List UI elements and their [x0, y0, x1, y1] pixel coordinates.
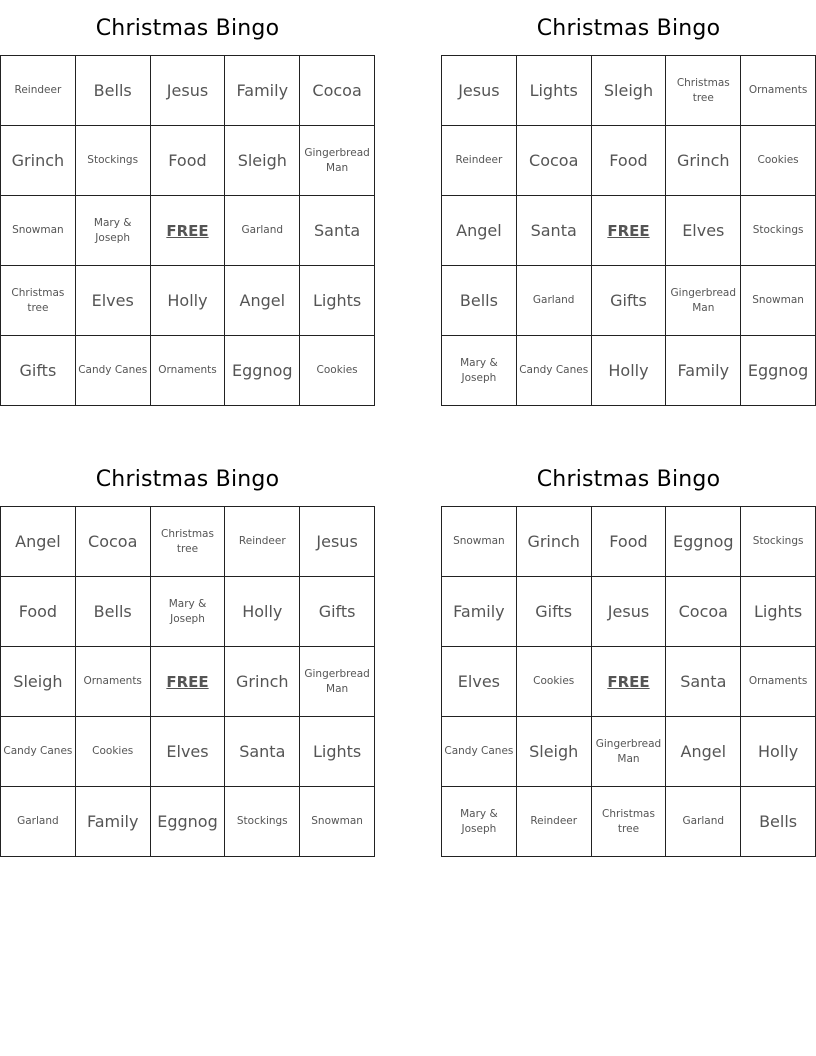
bingo-cell: Food — [591, 126, 666, 196]
bingo-cell: Mary & Joseph — [150, 577, 225, 647]
bingo-cell: Christmas tree — [150, 507, 225, 577]
bingo-grid — [0, 55, 375, 406]
bingo-cell: Stockings — [75, 126, 150, 196]
bingo-cell: Mary & Joseph — [442, 787, 517, 857]
bingo-grid — [441, 55, 816, 406]
bingo-cell: Garland — [516, 266, 591, 336]
card-title: Christmas Bingo — [95, 16, 280, 41]
bingo-cell: Cookies — [300, 336, 375, 406]
bingo-row — [1, 507, 375, 577]
bingo-cell: Snowman — [1, 196, 76, 266]
bingo-row — [1, 577, 375, 647]
bingo-cell: Santa — [666, 647, 741, 717]
bingo-cell: Candy Canes — [442, 717, 517, 787]
free-space-cell: FREE — [591, 647, 666, 717]
bingo-row — [442, 336, 816, 406]
bingo-cell: Sleigh — [516, 717, 591, 787]
bingo-cell: Gingerbread Man — [666, 266, 741, 336]
bingo-cell: Jesus — [591, 577, 666, 647]
bingo-cell: Cookies — [741, 126, 816, 196]
free-space-cell: FREE — [150, 647, 225, 717]
bingo-cell: Food — [1, 577, 76, 647]
bingo-cell: Santa — [300, 196, 375, 266]
bingo-cell: Lights — [300, 717, 375, 787]
bingo-cell: Gingerbread Man — [300, 647, 375, 717]
bingo-cell: Sleigh — [225, 126, 300, 196]
bingo-cell: Elves — [150, 717, 225, 787]
bingo-cell: Gingerbread Man — [300, 126, 375, 196]
bingo-cell: Sleigh — [1, 647, 76, 717]
bingo-row — [1, 266, 375, 336]
free-space-cell: FREE — [591, 196, 666, 266]
bingo-cell: Eggnog — [666, 507, 741, 577]
bingo-cell: Christmas tree — [1, 266, 76, 336]
bingo-cell: Mary & Joseph — [75, 196, 150, 266]
bingo-cell: Jesus — [442, 56, 517, 126]
bingo-cell: Eggnog — [225, 336, 300, 406]
bingo-row — [442, 126, 816, 196]
bingo-cell: Stockings — [225, 787, 300, 857]
bingo-cell: Sleigh — [591, 56, 666, 126]
bingo-cell: Holly — [150, 266, 225, 336]
bingo-row — [442, 266, 816, 336]
bingo-cell: Garland — [666, 787, 741, 857]
bingo-cell: Santa — [225, 717, 300, 787]
bingo-grid — [441, 506, 816, 857]
bingo-cell: Stockings — [741, 507, 816, 577]
bingo-cell: Family — [75, 787, 150, 857]
bingo-cell: Gifts — [591, 266, 666, 336]
bingo-cell: Gifts — [516, 577, 591, 647]
bingo-cell: Food — [591, 507, 666, 577]
bingo-cell: Cocoa — [300, 56, 375, 126]
bingo-card-1 — [0, 0, 375, 406]
bingo-cell: Snowman — [741, 266, 816, 336]
bingo-cell: Gifts — [300, 577, 375, 647]
bingo-cell: Garland — [1, 787, 76, 857]
bingo-cell: Cocoa — [75, 507, 150, 577]
bingo-cell: Snowman — [300, 787, 375, 857]
bingo-cell: Angel — [225, 266, 300, 336]
bingo-cell: Bells — [75, 577, 150, 647]
bingo-cell: Elves — [666, 196, 741, 266]
bingo-cell: Reindeer — [1, 56, 76, 126]
bingo-cell: Cocoa — [516, 126, 591, 196]
bingo-card-2 — [441, 0, 816, 406]
bingo-cell: Ornaments — [741, 56, 816, 126]
bingo-cell: Lights — [300, 266, 375, 336]
bingo-cell: Reindeer — [516, 787, 591, 857]
bingo-cell: Holly — [741, 717, 816, 787]
bingo-cell: Cocoa — [666, 577, 741, 647]
bingo-grid — [0, 506, 375, 857]
bingo-cell: Bells — [75, 56, 150, 126]
bingo-row — [442, 196, 816, 266]
bingo-cell: Mary & Joseph — [442, 336, 517, 406]
bingo-cell: Jesus — [150, 56, 225, 126]
bingo-cell: Elves — [75, 266, 150, 336]
bingo-cell: Grinch — [516, 507, 591, 577]
bingo-row — [442, 577, 816, 647]
bingo-cell: Gingerbread Man — [591, 717, 666, 787]
bingo-cell: Snowman — [442, 507, 517, 577]
bingo-cell: Reindeer — [225, 507, 300, 577]
bingo-row — [1, 196, 375, 266]
bingo-cell: Food — [150, 126, 225, 196]
bingo-cell: Grinch — [225, 647, 300, 717]
bingo-cell: Garland — [225, 196, 300, 266]
bingo-cell: Lights — [741, 577, 816, 647]
bingo-row — [442, 787, 816, 857]
bingo-cell: Ornaments — [741, 647, 816, 717]
bingo-cell: Family — [225, 56, 300, 126]
bingo-cell: Candy Canes — [75, 336, 150, 406]
bingo-card-4 — [441, 451, 816, 857]
bingo-row — [442, 56, 816, 126]
bingo-row — [442, 507, 816, 577]
bingo-row — [442, 647, 816, 717]
bingo-cell: Lights — [516, 56, 591, 126]
card-title: Christmas Bingo — [536, 16, 721, 41]
bingo-cell: Ornaments — [75, 647, 150, 717]
bingo-row — [442, 717, 816, 787]
free-space-cell: FREE — [150, 196, 225, 266]
bingo-row — [1, 647, 375, 717]
card-title: Christmas Bingo — [536, 467, 721, 492]
bingo-card-3 — [0, 451, 375, 857]
bingo-cell: Bells — [442, 266, 517, 336]
bingo-cell: Gifts — [1, 336, 76, 406]
bingo-cell: Jesus — [300, 507, 375, 577]
bingo-cell: Candy Canes — [1, 717, 76, 787]
bingo-cell: Elves — [442, 647, 517, 717]
bingo-cell: Angel — [1, 507, 76, 577]
bingo-cell: Family — [666, 336, 741, 406]
bingo-cell: Bells — [741, 787, 816, 857]
bingo-cell: Grinch — [1, 126, 76, 196]
bingo-cell: Holly — [225, 577, 300, 647]
bingo-cell: Family — [442, 577, 517, 647]
bingo-row — [1, 787, 375, 857]
bingo-cell: Ornaments — [150, 336, 225, 406]
bingo-cell: Santa — [516, 196, 591, 266]
bingo-cell: Stockings — [741, 196, 816, 266]
bingo-cell: Angel — [442, 196, 517, 266]
bingo-row — [1, 126, 375, 196]
bingo-cell: Candy Canes — [516, 336, 591, 406]
bingo-cell: Christmas tree — [591, 787, 666, 857]
bingo-row — [1, 336, 375, 406]
bingo-cell: Grinch — [666, 126, 741, 196]
bingo-cell: Christmas tree — [666, 56, 741, 126]
bingo-row — [1, 717, 375, 787]
bingo-cell: Holly — [591, 336, 666, 406]
bingo-cell: Cookies — [75, 717, 150, 787]
bingo-cell: Eggnog — [150, 787, 225, 857]
bingo-cell: Reindeer — [442, 126, 517, 196]
card-title: Christmas Bingo — [95, 467, 280, 492]
bingo-row — [1, 56, 375, 126]
bingo-cell: Angel — [666, 717, 741, 787]
bingo-cell: Cookies — [516, 647, 591, 717]
bingo-cell: Eggnog — [741, 336, 816, 406]
